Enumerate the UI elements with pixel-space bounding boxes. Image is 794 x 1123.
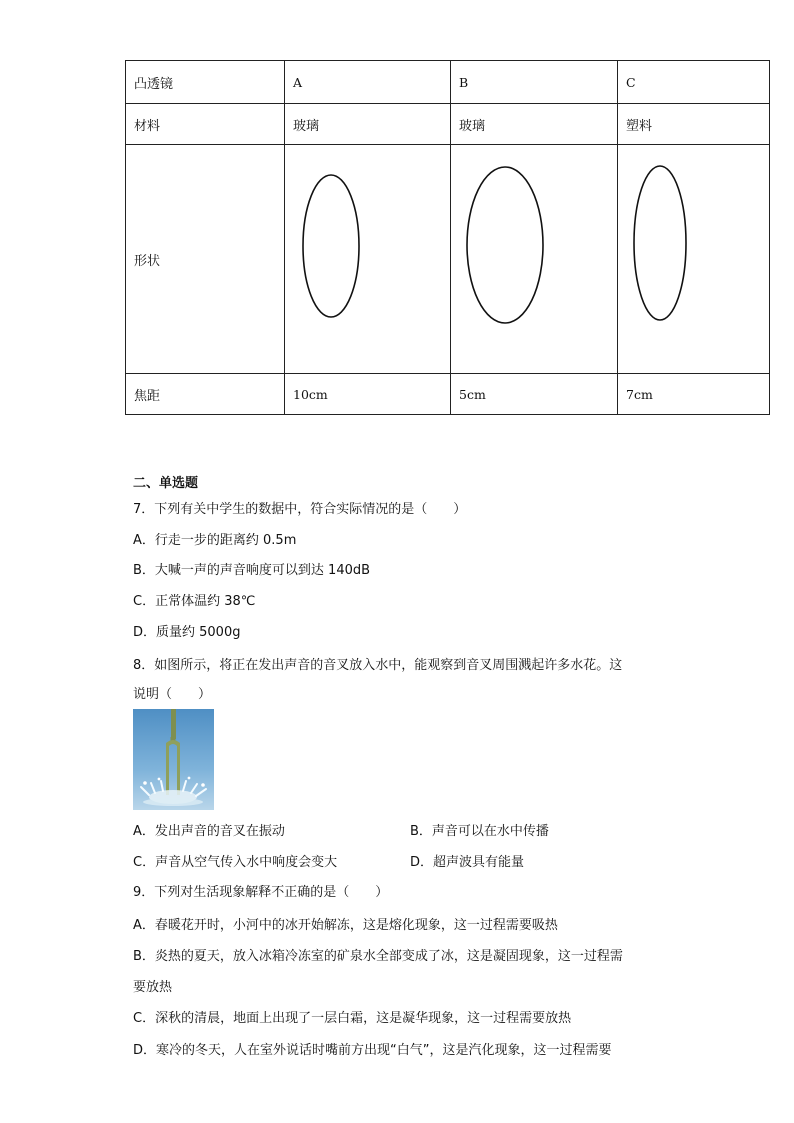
table-header-row: [126, 61, 770, 104]
shape-label: 形状: [126, 145, 285, 374]
header-lens: 凸透镜: [126, 61, 285, 104]
section-title: 二、单选题: [133, 476, 199, 491]
q7-option-a[interactable]: A．行走一步的距离约 0.5m: [133, 533, 297, 548]
q7-stem: 7．下列有关中学生的数据中，符合实际情况的是（ ）: [133, 502, 467, 517]
q9-stem: 9．下列对生活现象解释不正确的是（ ）: [133, 885, 389, 900]
lens-b-shape-icon: [451, 145, 618, 373]
q8-option-c[interactable]: C．声音从空气传入水中响度会变大: [133, 855, 338, 870]
q9-option-b-line1[interactable]: B．炎热的夏天，放入冰箱冷冻室的矿泉水全部变成了冰，这是凝固现象，这一过程需: [133, 949, 623, 964]
header-a: A: [285, 61, 451, 104]
q8-option-a[interactable]: A．发出声音的音叉在振动: [133, 824, 285, 839]
material-b: 玻璃: [451, 104, 618, 145]
lens-table: [125, 60, 770, 415]
q9-option-d[interactable]: D．寒冷的冬天，人在室外说话时嘴前方出现“白气”，这是汽化现象，这一过程需要: [133, 1043, 612, 1058]
q7-option-b[interactable]: B．大喊一声的声音响度可以到达 140dB: [133, 563, 371, 578]
focal-label: 焦距: [126, 374, 285, 415]
q8-stem-line2: 说明（ ）: [133, 687, 212, 702]
focal-b: 5cm: [451, 374, 618, 415]
q9-option-c[interactable]: C．深秋的清晨，地面上出现了一层白霜，这是凝华现象，这一过程需要放热: [133, 1011, 572, 1026]
q7-option-d[interactable]: D．质量约 5000g: [133, 625, 241, 640]
q8-stem-line1: 8．如图所示，将正在发出声音的音叉放入水中，能观察到音叉周围溅起许多水花。这: [133, 658, 623, 673]
shape-c: [618, 145, 770, 374]
focal-c: 7cm: [618, 374, 770, 415]
material-row: [126, 104, 770, 145]
header-c: C: [618, 61, 770, 104]
q8-option-d[interactable]: D．超声波具有能量: [410, 855, 525, 870]
shape-row: [126, 145, 770, 374]
material-label: 材料: [126, 104, 285, 145]
focal-row: [126, 374, 770, 415]
shape-a: [285, 145, 451, 374]
q9-option-b-line2: 要放热: [133, 980, 173, 995]
tuning-fork-water-photo-icon: [133, 709, 214, 810]
q9-option-a[interactable]: A．春暖花开时，小河中的冰开始解冻，这是熔化现象，这一过程需要吸热: [133, 918, 558, 933]
material-a: 玻璃: [285, 104, 451, 145]
lens-c-shape-icon: [618, 145, 770, 373]
lens-a-shape-icon: [285, 145, 451, 373]
q7-option-c[interactable]: C．正常体温约 38℃: [133, 594, 256, 609]
shape-b: [451, 145, 618, 374]
material-c: 塑料: [618, 104, 770, 145]
q8-option-b[interactable]: B．声音可以在水中传播: [410, 824, 549, 839]
header-b: B: [451, 61, 618, 104]
focal-a: 10cm: [285, 374, 451, 415]
